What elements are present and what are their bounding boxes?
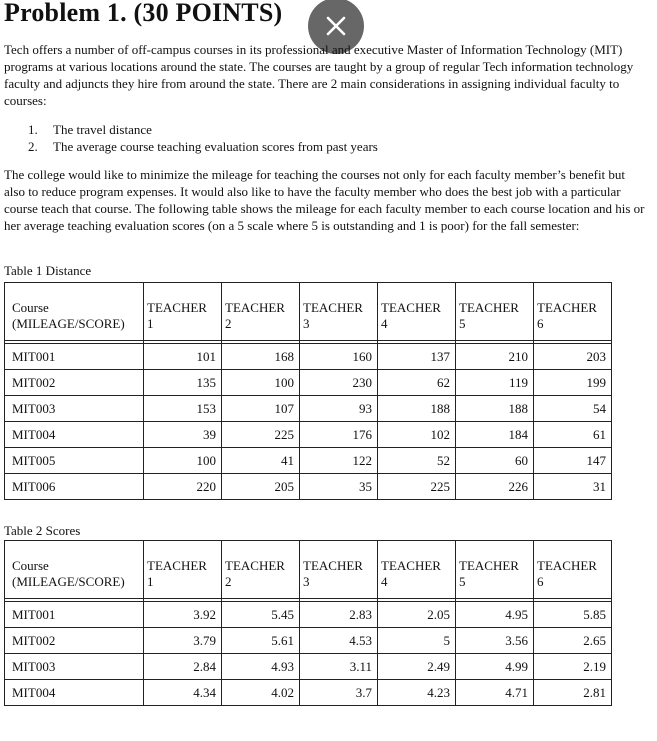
value-cell: 147	[534, 448, 612, 474]
teacher-header-line2: 5	[459, 574, 466, 589]
value-cell: 2.19	[534, 654, 612, 680]
value-cell: 4.99	[456, 654, 534, 680]
table-row	[5, 396, 612, 422]
teacher-header-6	[534, 541, 612, 599]
value-cell: 137	[378, 344, 456, 370]
table-row	[5, 448, 612, 474]
value-cell: 225	[222, 422, 300, 448]
value-cell: 3.79	[144, 628, 222, 654]
table-row	[5, 680, 612, 706]
value-cell: 4.53	[300, 628, 378, 654]
value-cell: 119	[456, 370, 534, 396]
value-cell: 168	[222, 344, 300, 370]
course-header	[5, 541, 144, 599]
value-cell: 210	[456, 344, 534, 370]
course-header-line2: (MILEAGE/SCORE)	[12, 574, 125, 589]
teacher-header-line1: TEACHER	[459, 558, 519, 573]
table-row	[5, 628, 612, 654]
value-cell: 31	[534, 474, 612, 500]
teacher-header-4	[378, 541, 456, 599]
table-row	[5, 654, 612, 680]
list-item-text: The average course teaching evaluation scores from past years	[53, 139, 378, 154]
value-cell: 4.23	[378, 680, 456, 706]
teacher-header-5	[456, 283, 534, 341]
list-item	[28, 138, 378, 155]
value-cell: 35	[300, 474, 378, 500]
teacher-header-line1: TEACHER	[303, 558, 363, 573]
course-cell: MIT005	[5, 448, 144, 474]
course-cell: MIT006	[5, 474, 144, 500]
teacher-header-4	[378, 283, 456, 341]
teacher-header-line1: TEACHER	[537, 300, 597, 315]
course-header-line1: Course	[12, 558, 49, 573]
value-cell: 2.65	[534, 628, 612, 654]
value-cell: 160	[300, 344, 378, 370]
teacher-header-line2: 4	[381, 316, 388, 331]
course-cell: MIT001	[5, 602, 144, 628]
value-cell: 153	[144, 396, 222, 422]
teacher-header-5	[456, 541, 534, 599]
value-cell: 188	[456, 396, 534, 422]
value-cell: 100	[222, 370, 300, 396]
teacher-header-line2: 3	[303, 316, 310, 331]
table2-caption: Table 2 Scores	[4, 523, 81, 538]
teacher-header-line1: TEACHER	[303, 300, 363, 315]
value-cell: 4.02	[222, 680, 300, 706]
header-row	[5, 541, 612, 599]
value-cell: 93	[300, 396, 378, 422]
value-cell: 4.93	[222, 654, 300, 680]
value-cell: 41	[222, 448, 300, 474]
teacher-header-line2: 2	[225, 574, 232, 589]
scores-table	[4, 540, 612, 706]
value-cell: 52	[378, 448, 456, 474]
value-cell: 54	[534, 396, 612, 422]
value-cell: 100	[144, 448, 222, 474]
course-cell: MIT001	[5, 344, 144, 370]
value-cell: 60	[456, 448, 534, 474]
close-icon	[325, 15, 347, 37]
value-cell: 102	[378, 422, 456, 448]
teacher-header-line1: TEACHER	[147, 300, 207, 315]
list-item-text: The travel distance	[53, 122, 152, 137]
teacher-header-line1: TEACHER	[381, 558, 441, 573]
table-row	[5, 370, 612, 396]
course-header	[5, 283, 144, 341]
course-cell: MIT002	[5, 370, 144, 396]
teacher-header-6	[534, 283, 612, 341]
teacher-header-1	[144, 541, 222, 599]
value-cell: 3.92	[144, 602, 222, 628]
table-row	[5, 422, 612, 448]
value-cell: 4.34	[144, 680, 222, 706]
teacher-header-line1: TEACHER	[381, 300, 441, 315]
course-header-line2: (MILEAGE/SCORE)	[12, 316, 125, 331]
table-row	[5, 344, 612, 370]
teacher-header-line2: 1	[147, 574, 154, 589]
value-cell: 205	[222, 474, 300, 500]
teacher-header-line2: 1	[147, 316, 154, 331]
table-row	[5, 602, 612, 628]
course-cell: MIT004	[5, 680, 144, 706]
course-cell: MIT002	[5, 628, 144, 654]
value-cell: 101	[144, 344, 222, 370]
value-cell: 39	[144, 422, 222, 448]
value-cell: 107	[222, 396, 300, 422]
value-cell: 5.85	[534, 602, 612, 628]
value-cell: 230	[300, 370, 378, 396]
teacher-header-line2: 4	[381, 574, 388, 589]
value-cell: 62	[378, 370, 456, 396]
distance-table	[4, 282, 612, 500]
objective-paragraph: The college would like to minimize the mileage for teaching the courses not only for each faculty member’s benefit but also to reduce program expenses. It would also like to have the faculty member who does the best job with a particular course teach that course. The following table shows the mileage for each faculty member to each course location and his or her average teaching evaluation scores (on a 5 scale where 5 is outstanding and 1 is poor) for the fall semester:	[4, 167, 645, 233]
teacher-header-2	[222, 283, 300, 341]
value-cell: 5.45	[222, 602, 300, 628]
value-cell: 135	[144, 370, 222, 396]
value-cell: 3.7	[300, 680, 378, 706]
value-cell: 184	[456, 422, 534, 448]
teacher-header-line1: TEACHER	[225, 558, 285, 573]
value-cell: 199	[534, 370, 612, 396]
course-cell: MIT004	[5, 422, 144, 448]
value-cell: 5	[378, 628, 456, 654]
list-item-number: 2.	[28, 139, 38, 154]
value-cell: 5.61	[222, 628, 300, 654]
teacher-header-line1: TEACHER	[537, 558, 597, 573]
teacher-header-line2: 6	[537, 316, 544, 331]
table1-caption: Table 1 Distance	[4, 263, 92, 278]
value-cell: 2.83	[300, 602, 378, 628]
teacher-header-line2: 5	[459, 316, 466, 331]
value-cell: 2.81	[534, 680, 612, 706]
value-cell: 188	[378, 396, 456, 422]
header-row	[5, 283, 612, 341]
teacher-header-line2: 6	[537, 574, 544, 589]
problem-title: Problem 1. (30 POINTS)	[4, 0, 283, 27]
course-cell: MIT003	[5, 654, 144, 680]
value-cell: 226	[456, 474, 534, 500]
value-cell: 4.95	[456, 602, 534, 628]
value-cell: 203	[534, 344, 612, 370]
value-cell: 225	[378, 474, 456, 500]
teacher-header-3	[300, 283, 378, 341]
teacher-header-line1: TEACHER	[225, 300, 285, 315]
list-item-number: 1.	[28, 122, 38, 137]
value-cell: 2.05	[378, 602, 456, 628]
table-row	[5, 474, 612, 500]
teacher-header-1	[144, 283, 222, 341]
teacher-header-2	[222, 541, 300, 599]
value-cell: 2.84	[144, 654, 222, 680]
value-cell: 122	[300, 448, 378, 474]
teacher-header-3	[300, 541, 378, 599]
course-cell: MIT003	[5, 396, 144, 422]
considerations-list	[28, 121, 378, 155]
intro-paragraph: Tech offers a number of off-campus courses in its professional and executive Master of Information Technology (MIT) programs at various locations around the state. The courses are taught by a group of regular Tech information technology faculty and adjuncts they hire from around the state. There are 2 main considerations in assigning individual faculty to courses:	[4, 42, 634, 108]
teacher-header-line2: 2	[225, 316, 232, 331]
value-cell: 61	[534, 422, 612, 448]
list-item	[28, 121, 378, 138]
value-cell: 176	[300, 422, 378, 448]
value-cell: 2.49	[378, 654, 456, 680]
value-cell: 220	[144, 474, 222, 500]
value-cell: 3.56	[456, 628, 534, 654]
value-cell: 4.71	[456, 680, 534, 706]
teacher-header-line2: 3	[303, 574, 310, 589]
value-cell: 3.11	[300, 654, 378, 680]
teacher-header-line1: TEACHER	[459, 300, 519, 315]
course-header-line1: Course	[12, 300, 49, 315]
teacher-header-line1: TEACHER	[147, 558, 207, 573]
